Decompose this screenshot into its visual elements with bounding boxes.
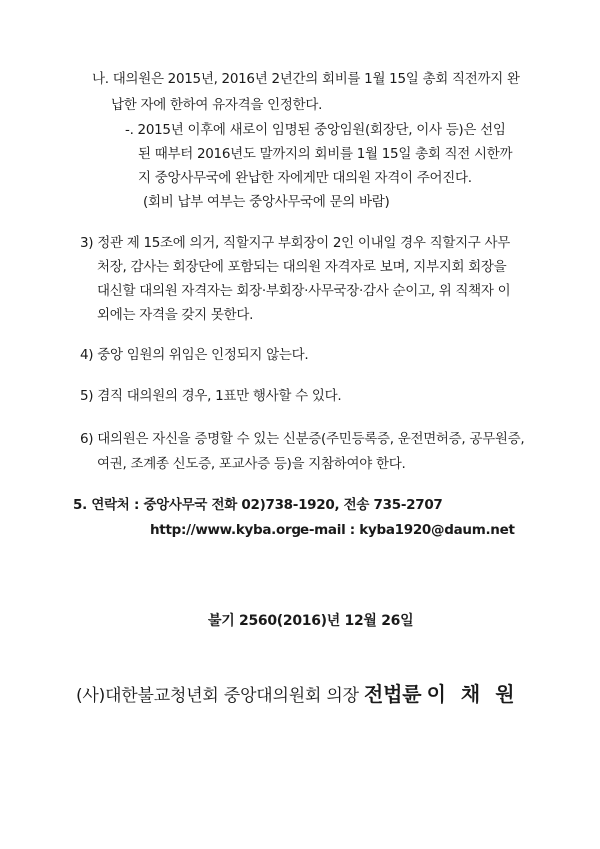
sub-note-line3: 지 중앙사무국에 완납한 자에게만 대의원 자격이 주어진다. xyxy=(138,170,472,186)
item-6-line2: 여권, 조계종 신도증, 포교사증 등)을 지참하여야 한다. xyxy=(97,456,406,472)
contact-line: 5. 연락처 : 중앙사무국 전화 02)738-1920, 전송 735-2707 xyxy=(73,497,443,513)
sub-note-line2: 된 때부터 2016년도 말까지의 회비를 1월 15일 총회 직전 시한까 xyxy=(138,146,513,162)
item-5: 5) 겸직 대의원의 경우, 1표만 행사할 수 있다. xyxy=(80,388,342,404)
item-na-line2: 납한 자에 한하여 유자격을 인정한다. xyxy=(111,97,323,113)
signature-name: 이 채 원 xyxy=(426,682,519,706)
contact-website[interactable]: http://www.kyba.org xyxy=(150,522,301,538)
item-3-line1: 3) 정관 제 15조에 의거, 직할지구 부회장이 2인 이내일 경우 직할지구 사무 xyxy=(80,235,511,251)
signature xyxy=(76,682,519,708)
signature-org: (사)대한불교청년회 중앙대의원회 의장 xyxy=(76,686,359,706)
contact-email[interactable]: e-mail : kyba1920@daum.net xyxy=(300,522,515,538)
item-3-line2: 처장, 감사는 회장단에 포함되는 대의원 자격자로 보며, 지부지회 회장을 xyxy=(97,259,507,275)
document-date: 불기 2560(2016)년 12월 26일 xyxy=(208,613,414,629)
item-3-line4: 외에는 자격을 갖지 못한다. xyxy=(97,307,254,323)
item-6-line1: 6) 대의원은 자신을 증명할 수 있는 신분증(주민등록증, 운전면허증, 공무원증, xyxy=(80,431,525,447)
sub-note-line4: (회비 납부 여부는 중앙사무국에 문의 바람) xyxy=(143,194,390,210)
item-3-line3: 대신할 대의원 자격자는 회장·부회장·사무국장·감사 순이고, 위 직책자 이 xyxy=(97,283,511,299)
item-4: 4) 중앙 임원의 위임은 인정되지 않는다. xyxy=(80,347,309,363)
sub-note-line1: -. 2015년 이후에 새로이 임명된 중앙임원(회장단, 이사 등)은 선임 xyxy=(125,122,506,138)
signature-name-dharma: 전법륜 xyxy=(364,682,422,706)
item-na-line1: 나. 대의원은 2015년, 2016년 2년간의 회비를 1월 15일 총회 직전까지 완 xyxy=(92,71,520,87)
